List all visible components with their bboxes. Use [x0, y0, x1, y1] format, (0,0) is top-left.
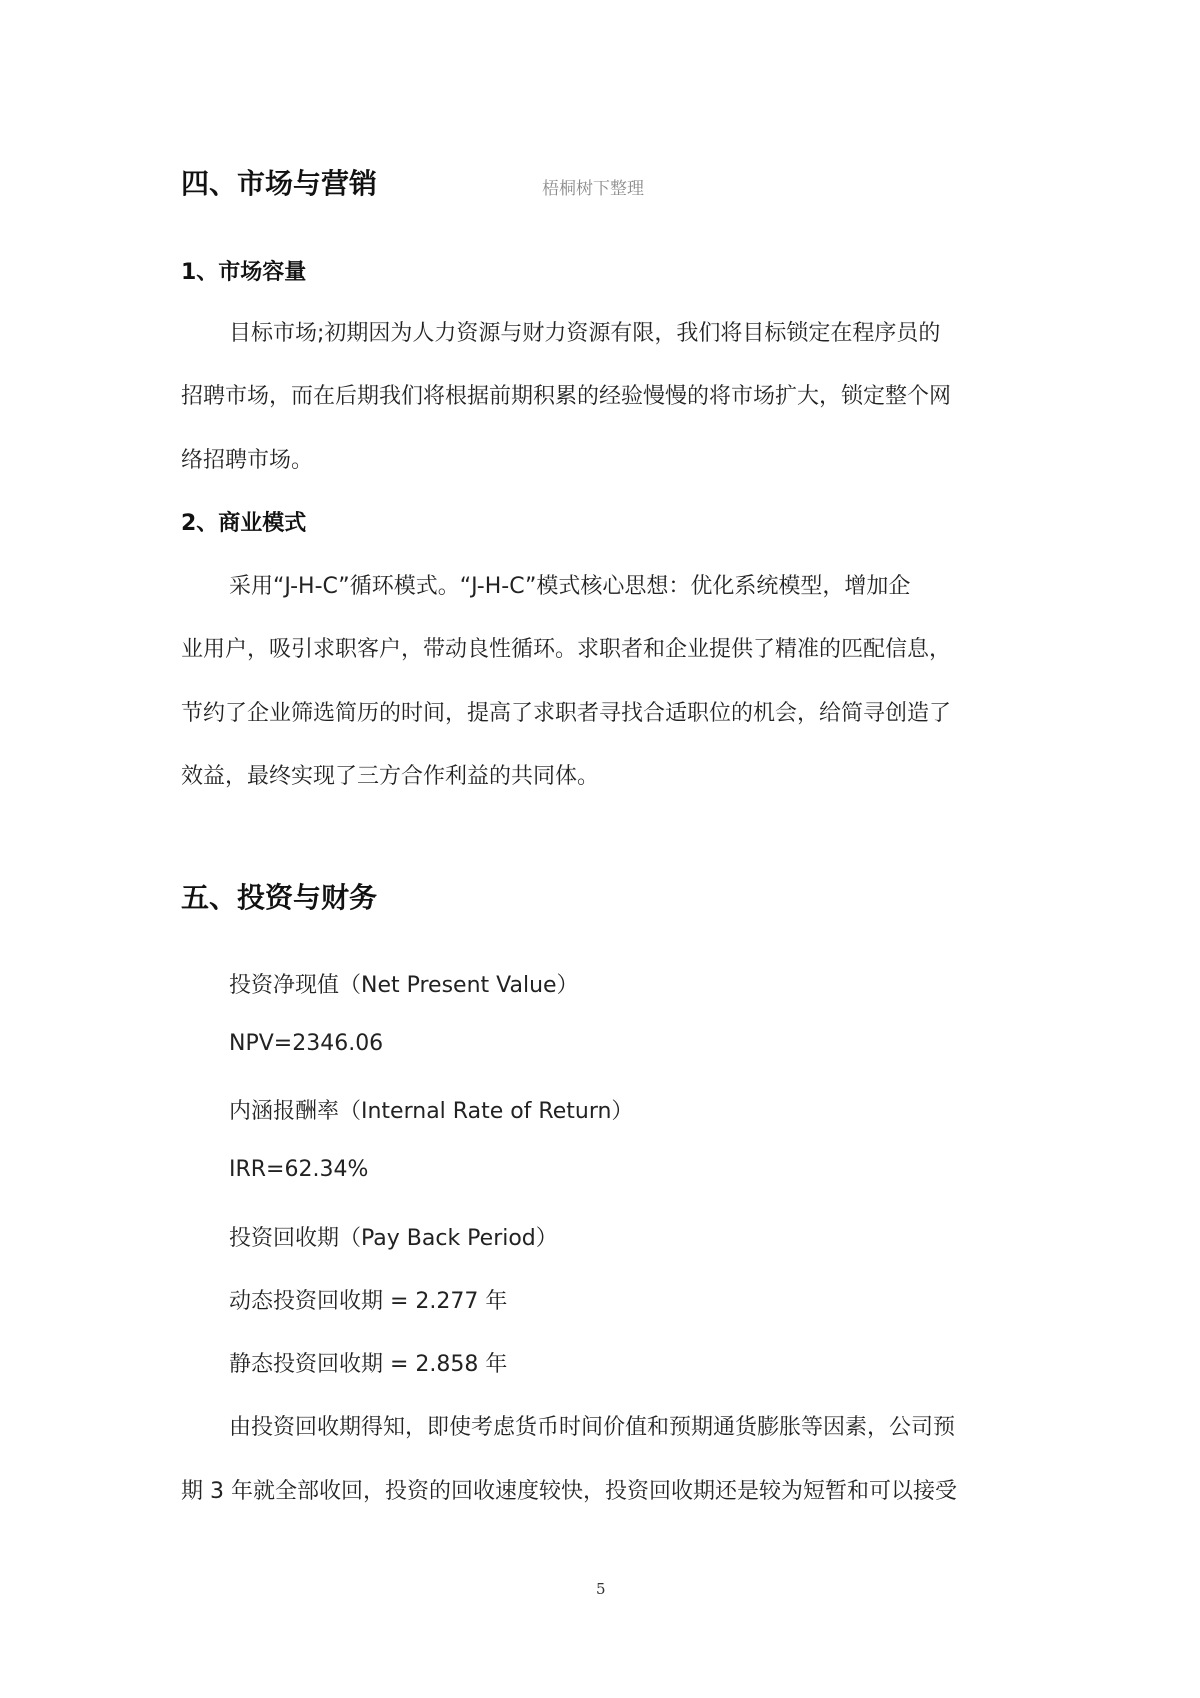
npv-label: 投资净现值（Net Present Value） — [229, 973, 579, 998]
watermark-text: 梧桐树下整理 — [542, 179, 644, 199]
payback-label: 投资回收期（Pay Back Period） — [229, 1226, 558, 1251]
paragraph-line: 节约了企业筛选简历的时间，提高了求职者寻找合适职位的机会，给简寻创造了 — [181, 701, 952, 726]
paragraph-line: 期 3 年就全部收回，投资的回收速度较快，投资回收期还是较为短暂和可以接受 — [181, 1479, 957, 1504]
subsection-business-model-heading: 2、商业模式 — [181, 511, 307, 536]
section-4-heading: 四、市场与营销 — [181, 167, 378, 200]
paragraph-line: 目标市场;初期因为人力资源与财力资源有限，我们将目标锁定在程序员的 — [229, 321, 941, 346]
paragraph-line: 采用“J-H-C”循环模式。“J-H-C”模式核心思想：优化系统模型，增加企 — [229, 574, 911, 599]
npv-value: NPV=2346.06 — [229, 1031, 384, 1056]
irr-value: IRR=62.34% — [229, 1157, 369, 1182]
paragraph-line: 由投资回收期得知，即使考虑货币时间价值和预期通货膨胀等因素，公司预 — [229, 1415, 956, 1440]
section-5-heading: 五、投资与财务 — [181, 881, 378, 914]
static-payback-value: 静态投资回收期 = 2.858 年 — [229, 1352, 508, 1377]
paragraph-line: 业用户，吸引求职客户，带动良性循环。求职者和企业提供了精准的匹配信息， — [181, 637, 952, 662]
dynamic-payback-value: 动态投资回收期 = 2.277 年 — [229, 1289, 508, 1314]
paragraph-line: 招聘市场，而在后期我们将根据前期积累的经验慢慢的将市场扩大，锁定整个网 — [181, 384, 952, 409]
paragraph-line: 效益，最终实现了三方合作利益的共同体。 — [181, 764, 600, 789]
subsection-market-capacity-heading: 1、市场容量 — [181, 260, 307, 285]
page-number: 5 — [596, 1580, 606, 1598]
paragraph-line: 络招聘市场。 — [181, 448, 314, 473]
irr-label: 内涵报酬率（Internal Rate of Return） — [229, 1099, 634, 1124]
